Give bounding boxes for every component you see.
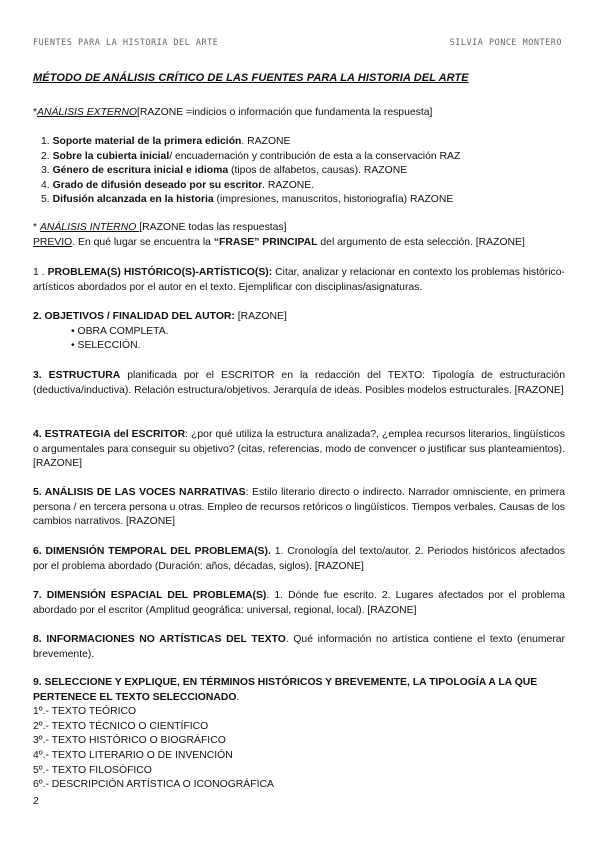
section-1: 1 . PROBLEMA(S) HISTÓRICO(S)-ARTÍSTICO(S): Citar, analizar y relacionar en contexto los problemas histórico-artísticos abordados por el autor en el texto. Ejemplificar con disciplinas/asignaturas. — [33, 267, 565, 293]
running-header-right: SILVIA PONCE MONTERO — [449, 38, 562, 48]
section-4: 4. ESTRATEGIA del ESCRITOR: ¿por qué utiliza la estructura analizada?, ¿emplea recursos literarios, lingüísticos o argumentales para conseguir su objetivo? (citas, referencias, modo de convencer o justificar sus planteamientos). [RAZONE] — [33, 429, 565, 470]
externo-note: [RAZONE =indicios o información que fundamenta la respuesta] — [136, 107, 433, 118]
section-6: 6. DIMENSIÓN TEMPORAL DEL PROBLEMA(S). 1. Cronología del texto/autor. 2. Periodos históricos afectados por el problema abordado (Duración: años, décadas, siglos). [RAZONE] — [33, 546, 565, 572]
list-item: 2. Sobre la cubierta inicial/ encuadernación y contribución de esta a la conservación RAZ — [41, 150, 461, 162]
list-item: 1º.- TEXTO TEÓRICO — [33, 706, 137, 718]
list-item: 1. Soporte material de la primera edición. RAZONE — [41, 136, 291, 147]
section-8: 8. INFORMACIONES NO ARTÍSTICAS DEL TEXTO. Qué información no artística contiene el texto (enumerar brevemente). — [33, 634, 565, 660]
section-3: 3. ESTRUCTURA planificada por el ESCRITOR en la redacción del TEXTO: Tipología de estructuración (deductiva/inductiva). Relación estructura/objetivos. Jerarquía de ideas. Posibles modelos estructurales. [RAZONE] — [33, 370, 565, 396]
interno-heading: * ANÁLISIS INTERNO [RAZONE todas las respuestas] — [33, 222, 287, 233]
list-item: 6º.- DESCRIPCIÓN ARTÍSTICA O ICONOGRÁFICA — [33, 779, 274, 791]
section-9: 9. SELECCIONE Y EXPLIQUE, EN TÉRMINOS HISTÓRICOS Y BREVEMENTE, LA TIPOLOGÍA A LA QUE PERTENECE EL TEXTO SELECCIONADO. 1º.- TEXTO TEÓRICO 2º.- TEXTO TÉCNICO O CIENTÍFICO 3º.- TEXTO HISTÓRICO O BIOGRÁFICO 4º.- TEXTO LITERARIO O DE INVENCIÓN 5º.- TEXTO FILOSÓFICO 6º.- DESCRIPCIÓN ARTÍSTICA O ICONOGRÁFICA — [33, 676, 565, 793]
section-2: 2. OBJETIVOS / FINALIDAD DEL AUTOR: [RAZONE] • OBRA COMPLETA. • SELECCIÓN. — [33, 310, 565, 354]
externo-heading: *ANÁLISIS EXTERNO[RAZONE =indicios o información que fundamenta la respuesta] — [33, 107, 433, 118]
list-item: 3. Género de escritura inicial e idioma (tipos de alfabetos, causas). RAZONE — [41, 165, 408, 177]
externo-label: ANÁLISIS EXTERNO — [37, 107, 137, 118]
previo-label: PREVIO — [33, 237, 73, 248]
list-item: 4º.- TEXTO LITERARIO O DE INVENCIÓN — [33, 749, 233, 761]
list-item: 3º.- TEXTO HISTÓRICO O BIOGRÁFICO — [33, 735, 226, 747]
section-5: 5. ANÁLISIS DE LAS VOCES NARRATIVAS: Estilo literario directo o indirecto. Narrador omnisciente, en primera persona / en tercera persona u otras. Empleo de recursos retóricos o lingüísticos. Tiempos verbales. Causas de los cambios narrativos. [RAZONE] — [33, 487, 565, 528]
running-header-left: FUENTES PARA LA HISTORIA DEL ARTE — [33, 38, 219, 48]
externo-list — [33, 135, 565, 208]
previo-line: PREVIO. En qué lugar se encuentra la “FRASE” PRINCIPAL del argumento de esta selección. [RAZONE] — [33, 237, 525, 248]
list-item: 5. Difusión alcanzada en la historia (impresiones, manuscritos, historiografía) RAZONE — [41, 194, 454, 206]
interno-label: ANÁLISIS INTERNO — [39, 222, 140, 233]
section-7: 7. DIMENSIÓN ESPACIAL DEL PROBLEMA(S). 1. Dónde fue escrito. 2. Lugares afectados por el problema abordado por el escritor (Amplitud geográfica: universal, regional, local). [RAZONE] — [33, 590, 566, 616]
list-item: • SELECCIÓN. — [71, 340, 141, 352]
list-item: • OBRA COMPLETA. — [71, 325, 169, 337]
list-item: 5º.- TEXTO FILOSÓFICO — [33, 764, 152, 776]
page-number: 2 — [33, 796, 39, 807]
document-title: MÉTODO DE ANÁLISIS CRÍTICO DE LAS FUENTES PARA LA HISTORIA DEL ARTE — [33, 72, 469, 84]
list-item: 2º.- TEXTO TÉCNICO O CIENTÍFICO — [33, 720, 209, 732]
list-item: 4. Grado de difusión deseado por su escritor. RAZONE. — [41, 179, 315, 191]
